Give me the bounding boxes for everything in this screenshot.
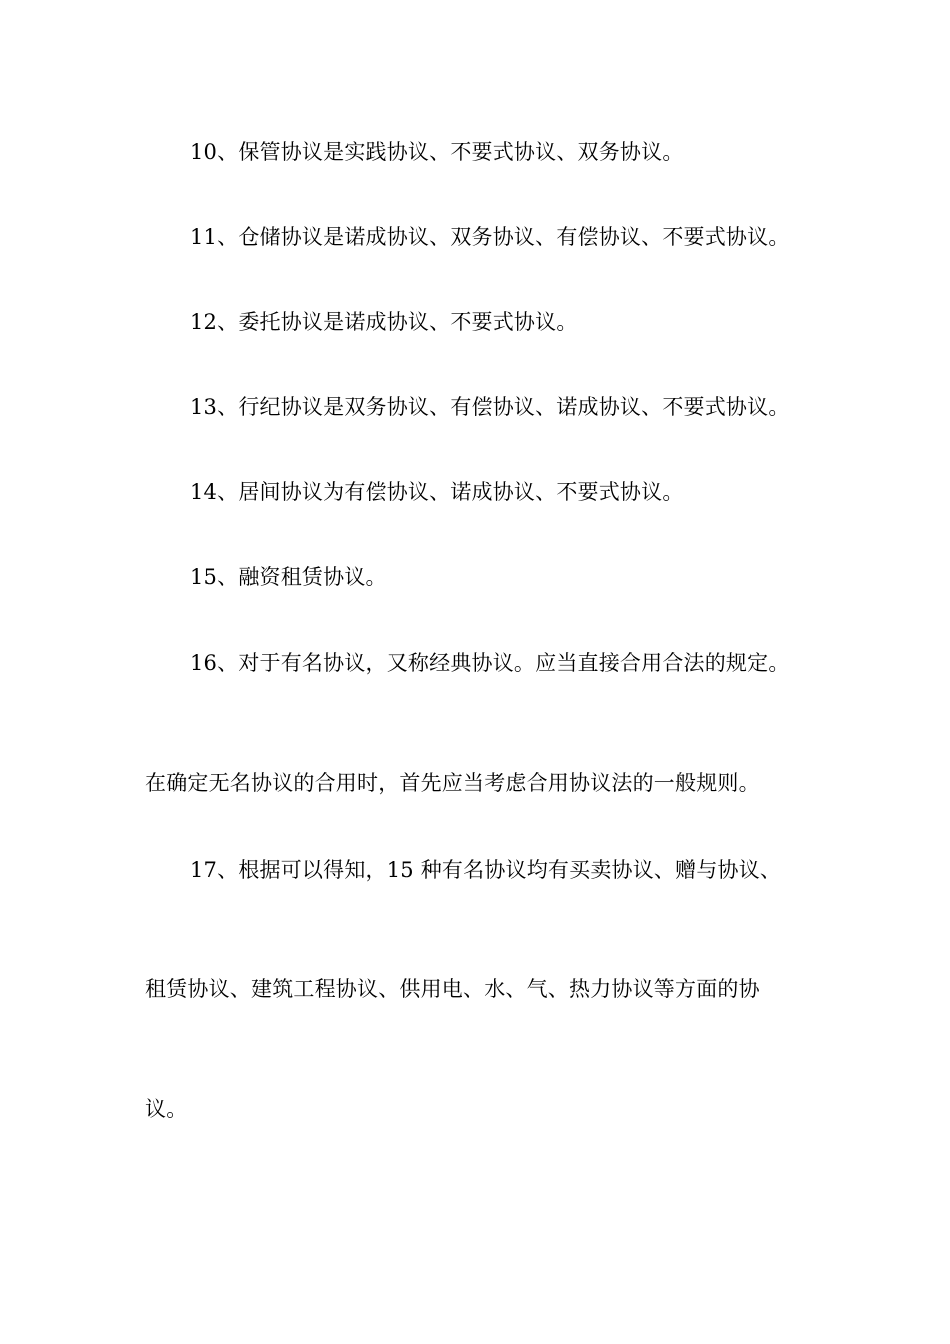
- paragraph-line-16: 16、对于有名协议，又称经典协议。应当直接合用合法的规定。: [190, 651, 790, 675]
- paragraph-line-17-continued: 租赁协议、建筑工程协议、供用电、水、气、热力协议等方面的协: [145, 977, 760, 1001]
- paragraph-line-12: 12、委托协议是诺成协议、不要式协议。: [190, 310, 578, 334]
- paragraph-line-16-continued: 在确定无名协议的合用时，首先应当考虑合用协议法的一般规则。: [145, 771, 760, 795]
- paragraph-line-15: 15、融资租赁协议。: [190, 565, 387, 589]
- paragraph-line-11: 11、仓储协议是诺成协议、双务协议、有偿协议、不要式协议。: [190, 225, 790, 249]
- paragraph-line-17-end: 议。: [145, 1097, 188, 1121]
- paragraph-line-10: 10、保管协议是实践协议、不要式协议、双务协议。: [190, 140, 684, 164]
- paragraph-line-17: 17、根据可以得知，15 种有名协议均有买卖协议、赠与协议、: [190, 858, 782, 882]
- paragraph-line-13: 13、行纪协议是双务协议、有偿协议、诺成协议、不要式协议。: [190, 395, 790, 419]
- paragraph-line-14: 14、居间协议为有偿协议、诺成协议、不要式协议。: [190, 480, 684, 504]
